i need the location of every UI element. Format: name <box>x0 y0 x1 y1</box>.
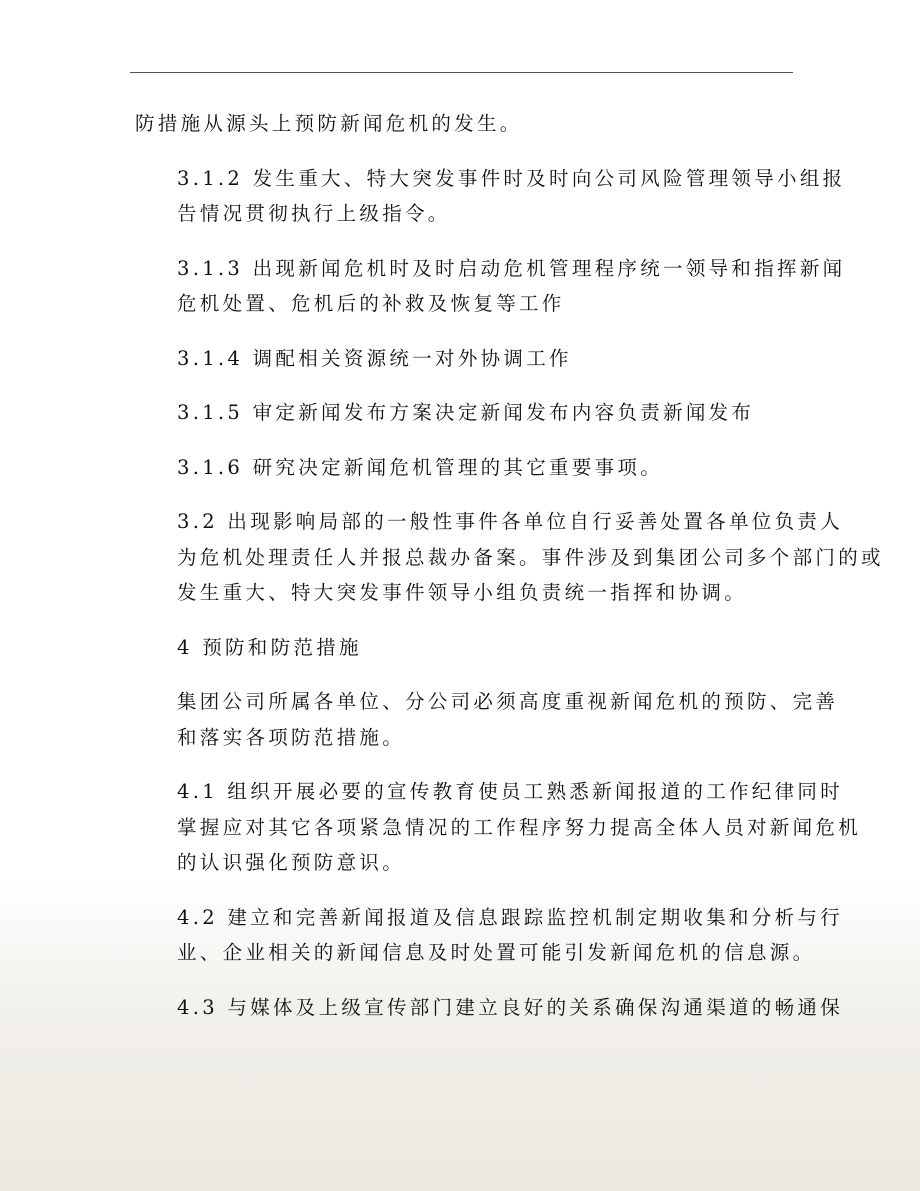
paragraph-1 <box>135 106 795 142</box>
paragraph-4-1 <box>135 774 862 881</box>
paragraph-3-1-3 <box>135 251 846 322</box>
paragraph-line: 业、企业相关的新闻信息及时处置可能引发新闻危机的信息源。 <box>177 941 816 964</box>
paragraph-3-1-4 <box>135 341 795 377</box>
document-body <box>135 106 884 1044</box>
section-heading-4 <box>135 630 795 666</box>
paragraph-line: 4.1 组织开展必要的宣传教育使员工熟悉新闻报道的工作纪律同时 <box>177 780 844 803</box>
paragraph-line: 的认识强化预防意识。 <box>177 851 406 874</box>
paragraph-3-1-6 <box>135 450 795 486</box>
paragraph-3-1-5 <box>135 395 795 431</box>
paragraph-line: 4 预防和防范措施 <box>177 635 362 659</box>
paragraph-line: 危机处置、危机后的补救及恢复等工作 <box>177 292 565 315</box>
paragraph-line: 3.1.5 审定新闻发布方案决定新闻发布内容负责新闻发布 <box>177 401 755 424</box>
paragraph-4-intro <box>135 684 839 755</box>
paragraph-4-3 <box>135 990 844 1026</box>
paragraph-line: 和落实各项防范措施。 <box>177 725 406 749</box>
paragraph-line: 集团公司所属各单位、分公司必须高度重视新闻危机的预防、完善 <box>177 690 839 713</box>
paragraph-line: 3.1.6 研究决定新闻危机管理的其它重要事项。 <box>177 455 664 479</box>
paragraph-3-1-2 <box>135 161 846 232</box>
paragraph-line: 3.2 出现影响局部的一般性事件各单位自行妥善处置各单位负责人 <box>177 510 844 533</box>
paragraph-line: 3.1.4 调配相关资源统一对外协调工作 <box>177 346 572 370</box>
paragraph-line: 告情况贯彻执行上级指令。 <box>177 202 451 225</box>
paragraph-line: 3.1.2 发生重大、特大突发事件时及时向公司风险管理领导小组报 <box>177 166 846 190</box>
paragraph-line: 防措施从源头上预防新闻危机的发生。 <box>135 112 523 135</box>
paragraph-line: 掌握应对其它各项紧急情况的工作程序努力提高全体人员对新闻危机 <box>177 815 862 839</box>
paragraph-line: 3.1.3 出现新闻危机时及时启动危机管理程序统一领导和指挥新闻 <box>177 256 846 280</box>
paragraph-4-2 <box>135 900 844 971</box>
paragraph-line: 为危机处理责任人并报总裁办备案。事件涉及到集团公司多个部门的或 <box>177 545 884 569</box>
paragraph-line: 发生重大、特大突发事件领导小组负责统一指挥和协调。 <box>177 581 748 604</box>
paragraph-line: 4.3 与媒体及上级宣传部门建立良好的关系确保沟通渠道的畅通保 <box>177 995 844 1019</box>
paragraph-3-2 <box>135 504 884 611</box>
paragraph-line: 4.2 建立和完善新闻报道及信息跟踪监控机制定期收集和分析与行 <box>177 905 844 929</box>
header-rule <box>130 72 793 73</box>
